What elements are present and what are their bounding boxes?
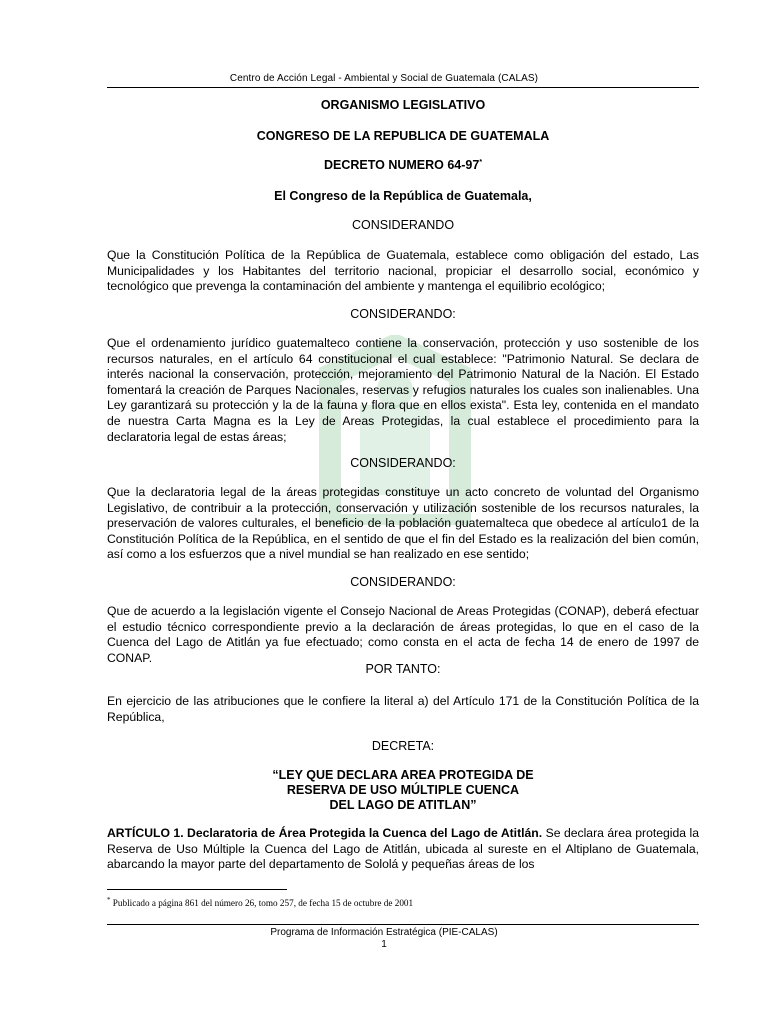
considerando-text-1: Que la Constitución Política de la República de Guatemala, establece como obligación del estado, Las Municipalidades y los Habitantes del territorio nacional, propiciar el desarrollo social, económico y tecnológico que prevenga la contaminación del ambiente y mantenga el equilibrio ecológico; — [107, 248, 699, 294]
footnote — [107, 895, 414, 908]
considerando-text-3: Que la declaratoria legal de la áreas protegidas constituye un acto concreto de voluntad del Organismo Legislativo, de contribuir a la protección, conservación y utilización sostenible de los recursos naturales, la preservación de valores culturales, el beneficio de la población guatemalteca que obedece al artículo1 de la Constitución Política de la República, en el sentido de que el fin del Estado es la realización del bien común, así como a los esfuerzos que a nivel mundial se han realizado en ese sentido; — [107, 485, 699, 562]
article-1-text: Se declara área protegida la Reserva de Uso Múltiple la Cuenca del Lago de Atitlán, ubicada al sureste en el Altiplano de Guatemala, abarcando la mayor parte del departamento de Sololá y pequeñas áreas de los — [107, 826, 699, 872]
article-1 — [107, 826, 699, 873]
heading-organismo: ORGANISMO LEGISLATIVO — [320, 98, 486, 112]
footnote-text: Publicado a página 861 del número 26, tomo 257, de fecha 15 de octubre de 2001 — [112, 898, 414, 908]
decreta-label: DECRETA: — [371, 739, 435, 753]
page-number: 1 — [381, 939, 387, 950]
footer-rule — [107, 924, 699, 925]
article-1-heading: ARTÍCULO 1. Declaratoria de Área Protegida la Cuenca del Lago de Atitlán. — [107, 826, 543, 840]
por-tanto-text: En ejercicio de las atribuciones que le confiere la literal a) del Artículo 171 de la Constitución Política de la República, — [107, 694, 699, 724]
footnote-mark: * — [107, 895, 111, 904]
considerando-label-4: CONSIDERANDO: — [350, 575, 456, 589]
decree-number: DECRETO NUMERO 64-97 — [323, 158, 480, 172]
running-footer: Programa de Información Estratégica (PIE-CALAS) — [270, 927, 498, 938]
considerando-label-1: CONSIDERANDO — [351, 218, 455, 232]
heading-congress-statement: El Congreso de la República de Guatemala, — [274, 189, 532, 203]
heading-congreso: CONGRESO DE LA REPUBLICA DE GUATEMALA — [256, 129, 550, 143]
considerando-text-2: Que el ordenamiento jurídico guatemalteco contiene la conservación, protección y uso sostenible de los recursos naturales, en el artículo 64 constitucional el cual establece: "Patrimonio Natural. Se declara de interés nacional la conservación, protección, mejoramiento del Patrimonio Natural de la Nación. El Estado fomentará la creación de Parques Nacionales, reservas y refugios naturales los cuales son inalienables. Una Ley garantizará su protección y la de la fauna y flora que en ellos exista". Esta ley, contenida en el mandato de nuestra Carta Magna es la Ley de Areas Protegidas, la cual establece el procedimiento para la declaratoria legal de estas áreas; — [107, 336, 699, 444]
por-tanto-label: POR TANTO: — [365, 662, 441, 676]
heading-decreto — [107, 158, 699, 172]
law-title — [107, 768, 699, 813]
considerando-label-2: CONSIDERANDO: — [350, 307, 456, 321]
running-header: Centro de Acción Legal - Ambiental y Social de Guatemala (CALAS) — [229, 73, 539, 84]
header-rule — [107, 87, 699, 88]
law-title-line-2: RESERVA DE USO MÚLTIPLE CUENCA — [286, 783, 520, 797]
considerando-text-4: Que de acuerdo a la legislación vigente el Consejo Nacional de Areas Protegidas (CONAP), deberá efectuar el estudio técnico correspondiente previo a la declaración de áreas protegidas, lo que en el caso de la Cuenca del Lago de Atitlán ya fue efectuado; como consta en el acta de fecha 14 de enero de 1997 de CONAP. — [107, 604, 699, 665]
considerando-label-3: CONSIDERANDO: — [350, 456, 456, 470]
law-title-line-3: DEL LAGO DE ATITLAN” — [329, 798, 477, 812]
footnote-rule — [107, 889, 287, 890]
footnote-marker: * — [479, 158, 483, 166]
law-title-line-1: “LEY QUE DECLARA AREA PROTEGIDA DE — [272, 768, 534, 782]
